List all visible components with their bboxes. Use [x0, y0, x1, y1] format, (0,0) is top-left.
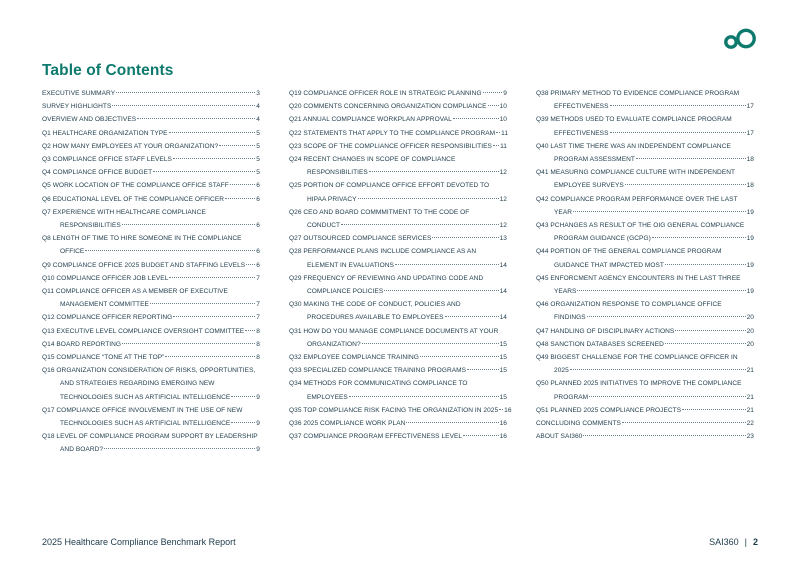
toc-entry[interactable]: [536, 417, 754, 430]
toc-entry-text: Q26 CEO AND BOARD COMMMITMENT TO THE CODE OF: [289, 208, 470, 216]
dot-leader: [420, 356, 499, 357]
dot-leader: [341, 224, 499, 225]
toc-entry-text: Q48 SANCTION DATABASES SCREENED: [536, 340, 664, 348]
toc-page-number: 7: [256, 301, 260, 309]
toc-page-number: 4: [256, 116, 260, 124]
toc-page-number: 17: [746, 103, 754, 111]
toc-entry[interactable]: [42, 87, 260, 100]
toc-column-2: [289, 87, 512, 443]
toc-entry[interactable]: [42, 338, 260, 351]
dot-leader: [610, 132, 746, 133]
dot-leader: [165, 356, 255, 357]
toc-entry-text: Q51 PLANNED 2025 COMPLIANCE PROJECTS: [536, 406, 682, 414]
toc-entry-text: Q44 PORTION OF THE GENERAL COMPLIANCE PROGRAM: [536, 248, 722, 256]
toc-entry[interactable]: [289, 430, 507, 443]
dot-leader: [406, 422, 498, 423]
toc-entry-text: Q6 EDUCATIONAL LEVEL OF THE COMPLIANCE OFFICER: [42, 195, 225, 203]
toc-entry[interactable]: [289, 298, 507, 324]
toc-entry[interactable]: [42, 113, 260, 126]
toc-entry[interactable]: [42, 127, 260, 140]
toc-entry-text: Q41 MEASURNG COMPLIANCE CULTURE WITH INDEPENDENT: [536, 169, 736, 177]
toc-entry[interactable]: [42, 100, 260, 113]
dot-leader: [570, 369, 746, 370]
toc-page-number: 5: [256, 142, 260, 150]
toc-page-number: 7: [256, 314, 260, 322]
toc-entry-text: Q1 HEALTHCARE ORGANIZATION TYPE: [42, 129, 168, 137]
toc-entry[interactable]: [536, 245, 754, 271]
toc-entry-text: FINDINGS: [554, 314, 586, 322]
toc-page-number: 13: [499, 235, 507, 243]
dot-leader: [349, 396, 499, 397]
toc-entry[interactable]: [42, 311, 260, 324]
toc-entry-text: Q37 COMPLIANCE PROGRAM EFFECTIVENESS LEVEL: [289, 433, 463, 441]
toc-page-number: 15: [499, 367, 507, 375]
toc-entry[interactable]: [42, 206, 260, 232]
toc-entry-text: Q34 METHODS FOR COMMUNICATING COMPLIANCE TO: [289, 380, 468, 388]
toc-page-number: 8: [256, 354, 260, 362]
dot-leader: [169, 132, 256, 133]
toc-entry-text: Q38 PRIMARY METHOD TO EVIDENCE COMPLIANCE PROGRAM: [536, 90, 740, 97]
toc-entry-text: Q10 COMPLIANCE OFFICER JOB LEVEL: [42, 274, 169, 282]
toc-entry-text: PROGRAM ASSESSMENT: [554, 156, 635, 164]
toc-entry[interactable]: [289, 232, 507, 245]
toc-page-number: 4: [256, 103, 260, 111]
toc-page-number: 22: [746, 420, 754, 428]
toc-entry-text: Q46 ORGANIZATION RESPONSE TO COMPLIANCE OFFICE: [536, 301, 722, 309]
toc-entry-text: Q12 COMPLIANCE OFFICER REPORTING: [42, 314, 173, 322]
toc-page-number: 20: [746, 327, 754, 335]
toc-entry-text: Q35 TOP COMPLIANCE RISK FACING THE ORGANIZATION IN 2025: [289, 406, 499, 414]
toc-entry[interactable]: [289, 351, 507, 364]
dot-leader: [652, 237, 746, 238]
toc-page-number: 10: [499, 103, 507, 111]
toc-page-number: 16: [499, 433, 507, 441]
toc-entry-text: Q40 LAST TIME THERE WAS AN INDEPENDENT COMPLIANCE: [536, 142, 731, 150]
toc-entry[interactable]: [289, 325, 507, 351]
dot-leader: [636, 158, 746, 159]
toc-page-number: 6: [256, 248, 260, 256]
toc-page-number: 19: [746, 261, 754, 269]
toc-entry-text: Q50 PLANNED 2025 INITIATIVES TO IMPROVE THE COMPLIANCE: [536, 380, 742, 388]
toc-entry[interactable]: [289, 100, 507, 113]
toc-entry-text: Q11 COMPLIANCE OFFICER AS A MEMBER OF EXECUTIVE: [42, 288, 228, 296]
dot-leader: [362, 343, 499, 344]
toc-entry-text: Q27 OUTSOURCED COMPLIANCE SERVICES: [289, 235, 432, 243]
toc-page-number: 5: [256, 169, 260, 177]
infinity-loop-logo: [722, 27, 758, 51]
toc-page-number: 6: [256, 261, 260, 269]
dot-leader: [587, 316, 746, 317]
dot-leader: [122, 224, 255, 225]
dot-leader: [625, 184, 746, 185]
toc-page-number: 16: [504, 406, 512, 414]
footer-page-info: [709, 537, 758, 547]
toc-page-number: 19: [746, 288, 754, 296]
toc-entry-text: 2025: [554, 367, 569, 375]
toc-entry-text: YEARS: [554, 288, 577, 296]
dot-leader: [225, 198, 255, 199]
toc-page-number: 20: [746, 314, 754, 322]
page-title: Table of Contents: [42, 62, 174, 79]
toc-page-number: 17: [746, 129, 754, 137]
toc-page-number: 21: [746, 367, 754, 375]
toc-entry-text: Q28 PERFORMANCE PLANS INCLUDE COMPLIANCE AS AN: [289, 248, 477, 256]
toc-page-number: 14: [499, 288, 507, 296]
toc-entry-text: Q32 EMPLOYEE COMPLIANCE TRAINING: [289, 354, 419, 362]
toc-entry-text: EMPLOYEE SURVEYS: [554, 182, 624, 190]
dot-leader: [173, 158, 255, 159]
dot-leader: [622, 422, 746, 423]
footer-separator: |: [744, 537, 747, 547]
toc-entry[interactable]: [536, 140, 754, 166]
dot-leader: [467, 369, 499, 370]
toc-entry[interactable]: [536, 377, 754, 403]
dot-leader: [153, 171, 255, 172]
dot-leader: [675, 330, 745, 331]
toc-entry-text: YEAR: [554, 208, 573, 216]
toc-page-number: 18: [746, 182, 754, 190]
toc-entry[interactable]: [42, 232, 260, 258]
dot-leader: [384, 290, 498, 291]
toc-entry[interactable]: [289, 364, 507, 377]
toc-entry-text: OFFICE: [60, 248, 85, 256]
toc-entry-text: Q17 COMPLIANCE OFFICE INVOLVEMENT IN THE USE OF NEW: [42, 406, 243, 414]
toc-page-number: 5: [256, 156, 260, 164]
dot-leader: [245, 330, 255, 331]
dot-leader: [230, 184, 256, 185]
toc-page-number: 11: [501, 129, 509, 137]
toc-entry[interactable]: [289, 87, 507, 100]
toc-entry-text: Q8 LENGTH OF TIME TO HIRE SOMEONE IN THE COMPLIANCE: [42, 235, 242, 243]
toc-page-number: 23: [746, 433, 754, 441]
toc-entry[interactable]: [289, 245, 507, 271]
page-number: 2: [752, 537, 758, 547]
toc-entry-text: Q49 BIGGEST CHALLENGE FOR THE COMPLIANCE OFFICER IN: [536, 354, 738, 362]
toc-entry-text: PROGRAM GUIDANCE (GCPG): [554, 235, 651, 243]
dot-leader: [219, 145, 255, 146]
toc-entry-text: EFFECTIVENESS: [554, 129, 609, 137]
toc-entry[interactable]: [42, 351, 260, 364]
dot-leader: [369, 171, 499, 172]
report-title: 2025 Healthcare Compliance Benchmark Report: [42, 537, 236, 547]
toc-page-number: 3: [256, 90, 260, 97]
toc-page-number: 9: [256, 446, 260, 454]
toc-entry-text: EFFECTIVENESS: [554, 103, 609, 111]
toc-page-number: 21: [746, 406, 754, 414]
toc-column-3: [536, 87, 754, 443]
toc-entry-text: Q33 SPECIALIZED COMPLIANCE TRAINING PROGRAMS: [289, 367, 467, 375]
dot-leader: [112, 105, 255, 106]
toc-entry-text: Q45 ENFORCMENT AGENCY ENCOUNTERS IN THE LAST THREE: [536, 274, 741, 282]
toc-entry[interactable]: [42, 325, 260, 338]
dot-leader: [682, 409, 745, 410]
toc-entry-text: Q4 COMPLIANCE OFFICE BUDGET: [42, 169, 153, 177]
toc-entry-text: HIPAA PRIVACY: [307, 195, 357, 203]
toc-entry-text: Q22 STATEMENTS THAT APPLY TO THE COMPLIANCE PROGRAM: [289, 129, 496, 137]
toc-entry-text: MANAGEMENT COMMITTEE: [60, 301, 149, 309]
dot-leader: [116, 92, 255, 93]
toc-page-number: 9: [503, 90, 507, 97]
toc-page-number: 6: [256, 182, 260, 190]
toc-entry[interactable]: [289, 179, 507, 205]
toc-entry-text: Q16 ORGANIZATION CONSIDERATION OF RISKS, OPPORTUNITIES,: [42, 367, 256, 375]
dot-leader: [85, 250, 255, 251]
dot-leader: [358, 198, 499, 199]
toc-entry[interactable]: [289, 377, 507, 403]
toc-entry-text: Q43 PCHANGES AS RESULT OF THE OIG GENERAL COMPLIANCE: [536, 222, 745, 230]
toc-entry-text: Q21 ANNUAL COMPLIANCE WORKPLAN APPROVAL: [289, 116, 452, 124]
toc-entry-text: TECHNOLOGIES SUCH AS ARTIFICIAL INTELLIGENCE: [60, 393, 231, 401]
dot-leader: [169, 277, 255, 278]
dot-leader: [395, 264, 499, 265]
toc-entry[interactable]: [289, 206, 507, 232]
dot-leader: [246, 264, 255, 265]
toc-page-number: 12: [499, 222, 507, 230]
dot-leader: [453, 118, 499, 119]
toc-entry[interactable]: [289, 140, 507, 153]
toc-entry-text: Q25 PORTION OF COMPLIANCE OFFICE EFFORT DEVOTED TO: [289, 182, 490, 190]
toc-entry-text: Q31 HOW DO YOU MANAGE COMPLIANCE DOCUMENTS AT YOUR: [289, 327, 499, 335]
toc-entry-text: Q36 2025 COMPLIANCE WORK PLAN: [289, 420, 406, 428]
dot-leader: [173, 316, 255, 317]
toc-entry[interactable]: [42, 179, 260, 192]
toc-entry-text: Q47 HANDLING OF DISCIPLINARY ACTIONS: [536, 327, 675, 335]
toc-entry-text: PROGRAM: [554, 393, 589, 401]
toc-page-number: 5: [256, 129, 260, 137]
dot-leader: [573, 211, 746, 212]
toc-entry[interactable]: [536, 325, 754, 338]
dot-leader: [493, 145, 499, 146]
toc-entry-text: Q13 EXECUTIVE LEVEL COMPLIANCE OVERSIGHT COMMITTEE: [42, 327, 245, 335]
toc-entry-text: Q5 WORK LOCATION OF THE COMPLIANCE OFFICE STAFF: [42, 182, 229, 190]
dot-leader: [432, 237, 498, 238]
toc-page-number: 15: [499, 354, 507, 362]
toc-entry[interactable]: [289, 153, 507, 179]
toc-entry[interactable]: [42, 259, 260, 272]
dot-leader: [577, 290, 745, 291]
dot-leader: [665, 343, 746, 344]
dot-leader: [104, 448, 255, 449]
toc-entry[interactable]: [536, 113, 754, 139]
toc-entry-text: Q15 COMPLIANCE “TONE AT THE TOP”: [42, 354, 165, 362]
toc-page-number: 6: [256, 222, 260, 230]
toc-entry[interactable]: [536, 430, 754, 443]
toc-page-number: 15: [499, 393, 507, 401]
dot-leader: [488, 105, 499, 106]
toc-entry-text: ELEMENT IN EVALUATIONS: [307, 261, 394, 269]
toc-entry[interactable]: [536, 272, 754, 298]
toc-entry[interactable]: [42, 166, 260, 179]
toc-entry-text: TECHNOLOGIES SUCH AS ARTIFICIAL INTELLIGENCE: [60, 420, 231, 428]
toc-entry[interactable]: [42, 193, 260, 206]
toc-page-number: 21: [746, 393, 754, 401]
toc-entry-text: ABOUT SAI360: [536, 433, 583, 441]
dot-leader: [583, 435, 745, 436]
toc-entry-text: EXECUTIVE SUMMARY: [42, 90, 116, 97]
dot-leader: [499, 409, 503, 410]
dot-leader: [150, 303, 255, 304]
toc-entry[interactable]: [42, 272, 260, 285]
toc-page-number: 19: [746, 235, 754, 243]
dot-leader: [137, 118, 255, 119]
toc-column-1: [42, 87, 260, 457]
toc-entry-text: Q14 BOARD REPORTING: [42, 340, 122, 348]
toc-page-number: 12: [499, 169, 507, 177]
toc-entry[interactable]: [42, 140, 260, 153]
toc-entry-text: Q29 FREQUENCY OF REVIEWING AND UPDATING CODE AND: [289, 274, 484, 282]
toc-entry-text: Q30 MAKING THE CODE OF CONDUCT, POLICIES AND: [289, 301, 461, 309]
toc-entry-text: Q42 COMPLIANCE PROGRAM PERFORMANCE OVER THE LAST: [536, 195, 738, 203]
toc-entry-text: Q9 COMPLIANCE OFFICE 2025 BUDGET AND STAFFING LEVELS: [42, 261, 246, 269]
toc-entry-text: GUIDANCE THAT IMPACTED MOST: [554, 261, 664, 269]
toc-entry-text: AND BOARD?: [60, 446, 104, 454]
toc-entry-text: Q39 METHODS USED TO EVALUATE COMPLIANCE PROGRAM: [536, 116, 732, 124]
dot-leader: [496, 132, 500, 133]
toc-page-number: 18: [746, 156, 754, 164]
toc-page-number: 11: [500, 142, 507, 150]
dot-leader: [445, 316, 499, 317]
toc-page-number: 9: [256, 393, 260, 401]
toc-entry[interactable]: [536, 166, 754, 192]
toc-entry[interactable]: [289, 417, 507, 430]
toc-entry-text: Q2 HOW MANY EMPLOYEES AT YOUR ORGANIZATION?: [42, 142, 219, 150]
toc-entry[interactable]: [289, 272, 507, 298]
dot-leader: [610, 105, 746, 106]
toc-entry-text: SURVEY HIGHLIGHTS: [42, 103, 112, 111]
toc-entry[interactable]: [536, 338, 754, 351]
toc-page-number: 20: [746, 340, 754, 348]
toc-page-number: 19: [746, 208, 754, 216]
toc-page-number: 14: [499, 261, 507, 269]
toc-page-number: 16: [499, 420, 507, 428]
dot-leader: [665, 264, 746, 265]
toc-entry-text: Q7 EXPERIENCE WITH HEALTHCARE COMPLIANCE: [42, 208, 206, 216]
toc-entry-text: PROCEDURES AVAILABLE TO EMPLOYEES: [307, 314, 444, 322]
toc-entry[interactable]: [42, 404, 260, 430]
toc-page-number: 8: [256, 340, 260, 348]
toc-entry[interactable]: [536, 219, 754, 245]
toc-entry[interactable]: [42, 285, 260, 311]
toc-entry-text: Q20 COMMENTS CONCERNING ORGANIZATION COMPLIANCE: [289, 103, 487, 111]
toc-entry[interactable]: [289, 404, 512, 417]
toc-entry[interactable]: [42, 430, 260, 456]
dot-leader: [231, 396, 255, 397]
footer-brand: SAI360: [709, 537, 739, 547]
toc-entry-text: Q24 RECENT CHANGES IN SCOPE OF COMPLIANCE: [289, 156, 456, 164]
toc-entry[interactable]: [536, 87, 754, 113]
dot-leader: [463, 435, 499, 436]
toc-entry-text: CONDUCT: [307, 222, 341, 230]
toc-entry[interactable]: [536, 298, 754, 324]
toc-page-number: 15: [499, 340, 507, 348]
toc-page-number: 10: [499, 116, 507, 124]
toc-entry-text: CONCLUDING COMMENTS: [536, 420, 621, 428]
toc-page-number: 14: [499, 314, 507, 322]
toc-page-number: 8: [256, 327, 260, 335]
toc-entry[interactable]: [536, 404, 754, 417]
toc-entry-text: EMPLOYEES: [307, 393, 348, 401]
toc-entry[interactable]: [42, 153, 260, 166]
toc-entry[interactable]: [536, 193, 754, 219]
toc-entry-text: COMPLIANCE POLICIES: [307, 288, 384, 296]
toc-entry-text: Q18 LEVEL OF COMPLIANCE PROGRAM SUPPORT BY LEADERSHIP: [42, 433, 258, 441]
toc-entry-text: RESPONSIBILITIES: [307, 169, 368, 177]
toc-entry-text: ORGANIZATION?: [307, 340, 361, 348]
dot-leader: [231, 422, 255, 423]
dot-leader: [589, 396, 745, 397]
dot-leader: [483, 92, 503, 93]
toc-entry-text: RESPONSIBILITIES: [60, 222, 121, 230]
toc-entry-text: OVERVIEW AND OBJECTIVES: [42, 116, 137, 124]
toc-entry-text: AND STRATEGIES REGARDING EMERGING NEW: [60, 380, 215, 388]
toc-entry[interactable]: [289, 127, 507, 140]
toc-entry-text: Q19 COMPLIANCE OFFICER ROLE IN STRATEGIC PLANNING: [289, 90, 482, 97]
toc-entry-text: Q23 SCOPE OF THE COMPLIANCE OFFICER RESPONSIBILITIES: [289, 142, 492, 150]
toc-entry[interactable]: [42, 364, 260, 404]
toc-entry-text: Q3 COMPLIANCE OFFICE STAFF LEVELS: [42, 156, 172, 164]
toc-page-number: 7: [256, 274, 260, 282]
dot-leader: [122, 343, 255, 344]
toc-page-number: 12: [499, 195, 507, 203]
toc-entry[interactable]: [289, 113, 507, 126]
toc-page-number: 6: [256, 195, 260, 203]
toc-page-number: 9: [256, 420, 260, 428]
toc-entry[interactable]: [536, 351, 754, 377]
